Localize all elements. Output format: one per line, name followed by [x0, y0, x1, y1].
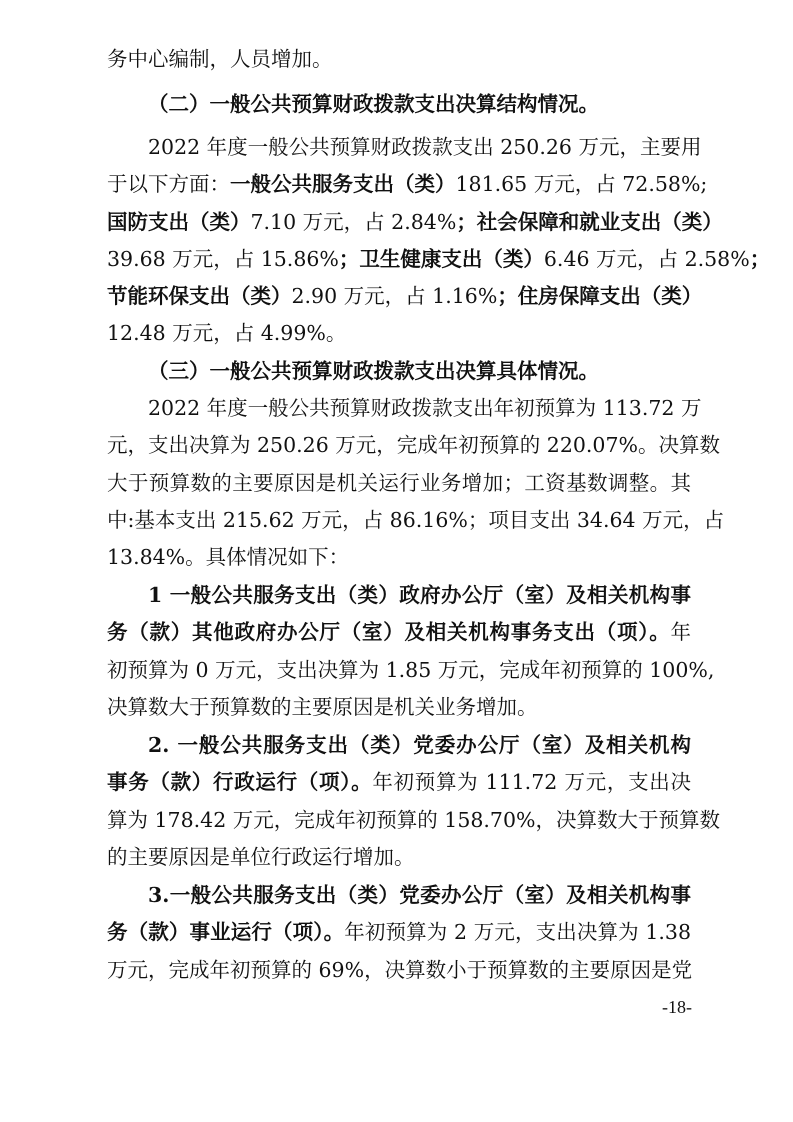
page-number: -18-: [662, 997, 692, 1017]
text-run: 13.84%。具体情况如下：: [107, 545, 350, 569]
text-run: 年初预算为 111.72 万元，支出决: [372, 770, 691, 794]
bold-text-run: 一般公共服务支出（类）: [230, 172, 456, 196]
bold-text-run: 3.一般公共服务支出（类）党委办公厅（室）及相关机构事: [148, 883, 691, 907]
text-run: 年: [670, 620, 691, 644]
text-run: 6.46 万元，占 2.58%: [543, 247, 750, 271]
text-run: 初预算为 0 万元，支出决算为 1.85 万元，完成年初预算的 100%,: [107, 658, 715, 682]
text-line: [107, 45, 691, 73]
text-run: 于以下方面：: [107, 172, 230, 196]
text-run: 决算数大于预算数的主要原因是机关业务增加。: [107, 695, 538, 719]
text-line: [148, 731, 691, 759]
text-line: [107, 918, 691, 946]
text-line: [107, 431, 720, 459]
text-line: [107, 245, 771, 273]
bold-text-run: ；: [749, 247, 771, 271]
text-line: [107, 506, 725, 534]
text-run: 务中心编制，人员增加。: [107, 47, 333, 71]
bold-text-run: ；社会保障和就业支出（类）: [456, 210, 723, 234]
text-run: 12.48 万元，占 4.99%。: [107, 321, 347, 345]
bold-text-run: ；卫生健康支出（类）: [338, 247, 544, 271]
text-run: 7.10 万元，占 2.84%: [250, 210, 457, 234]
text-line: [107, 469, 691, 497]
bold-text-run: ；住房保障支出（类）: [497, 284, 703, 308]
text-line: [107, 768, 691, 796]
text-line: [107, 843, 691, 871]
text-run: 39.68 万元，占 15.86%: [107, 247, 339, 271]
text-run: 2022 年度一般公共预算财政拨款支出 250.26 万元，主要用: [148, 135, 702, 159]
bold-text-run: （三）一般公共预算财政拨款支出决算具体情况。: [148, 359, 599, 383]
text-run: 大于预算数的主要原因是机关运行业务增加；工资基数调整。其: [107, 471, 691, 495]
text-run: 元，支出决算为 250.26 万元，完成年初预算的 220.07%。决算数: [107, 433, 720, 457]
text-run: 算为 178.42 万元，完成年初预算的 158.70%，决算数大于预算数: [107, 808, 720, 832]
text-line: [107, 693, 691, 721]
text-run: 的主要原因是单位行政运行增加。: [107, 845, 415, 869]
text-line: [107, 656, 715, 684]
text-line: [148, 90, 691, 118]
text-line: [107, 170, 708, 198]
text-line: [107, 956, 691, 984]
bold-text-run: 1 一般公共服务支出（类）政府办公厅（室）及相关机构事: [148, 583, 691, 607]
text-line: [107, 618, 691, 646]
text-line: [148, 881, 691, 909]
bold-text-run: 国防支出（类）: [107, 210, 251, 234]
text-line: [148, 133, 702, 161]
text-line: [148, 581, 691, 609]
text-run: 年初预算为 2 万元，支出决算为 1.38: [344, 920, 691, 944]
text-line: [107, 806, 720, 834]
text-run: 181.65 万元，占 72.58%;: [455, 172, 708, 196]
bold-text-run: 2. 一般公共服务支出（类）党委办公厅（室）及相关机构: [148, 733, 691, 757]
bold-text-run: 务（款）其他政府办公厅（室）及相关机构事务支出（项）。: [107, 620, 671, 644]
text-run: 中:基本支出 215.62 万元，占 86.16%；项目支出 34.64 万元，占: [107, 508, 725, 532]
text-line: [107, 319, 691, 347]
bold-text-run: 节能环保支出（类）: [107, 284, 292, 308]
text-run: 2022 年度一般公共预算财政拨款支出年初预算为 113.72 万: [148, 396, 702, 420]
text-line: [148, 357, 691, 385]
text-line: [107, 208, 723, 236]
text-line: [107, 282, 703, 310]
text-line: [107, 543, 691, 571]
bold-text-run: 务（款）事业运行（项）。: [107, 920, 345, 944]
bold-text-run: （二）一般公共预算财政拨款支出决算结构情况。: [148, 92, 599, 116]
text-run: 万元，完成年初预算的 69%，决算数小于预算数的主要原因是党: [107, 958, 693, 982]
text-line: [148, 394, 702, 422]
text-run: 2.90 万元，占 1.16%: [291, 284, 498, 308]
bold-text-run: 事务（款）行政运行（项）。: [107, 770, 373, 794]
